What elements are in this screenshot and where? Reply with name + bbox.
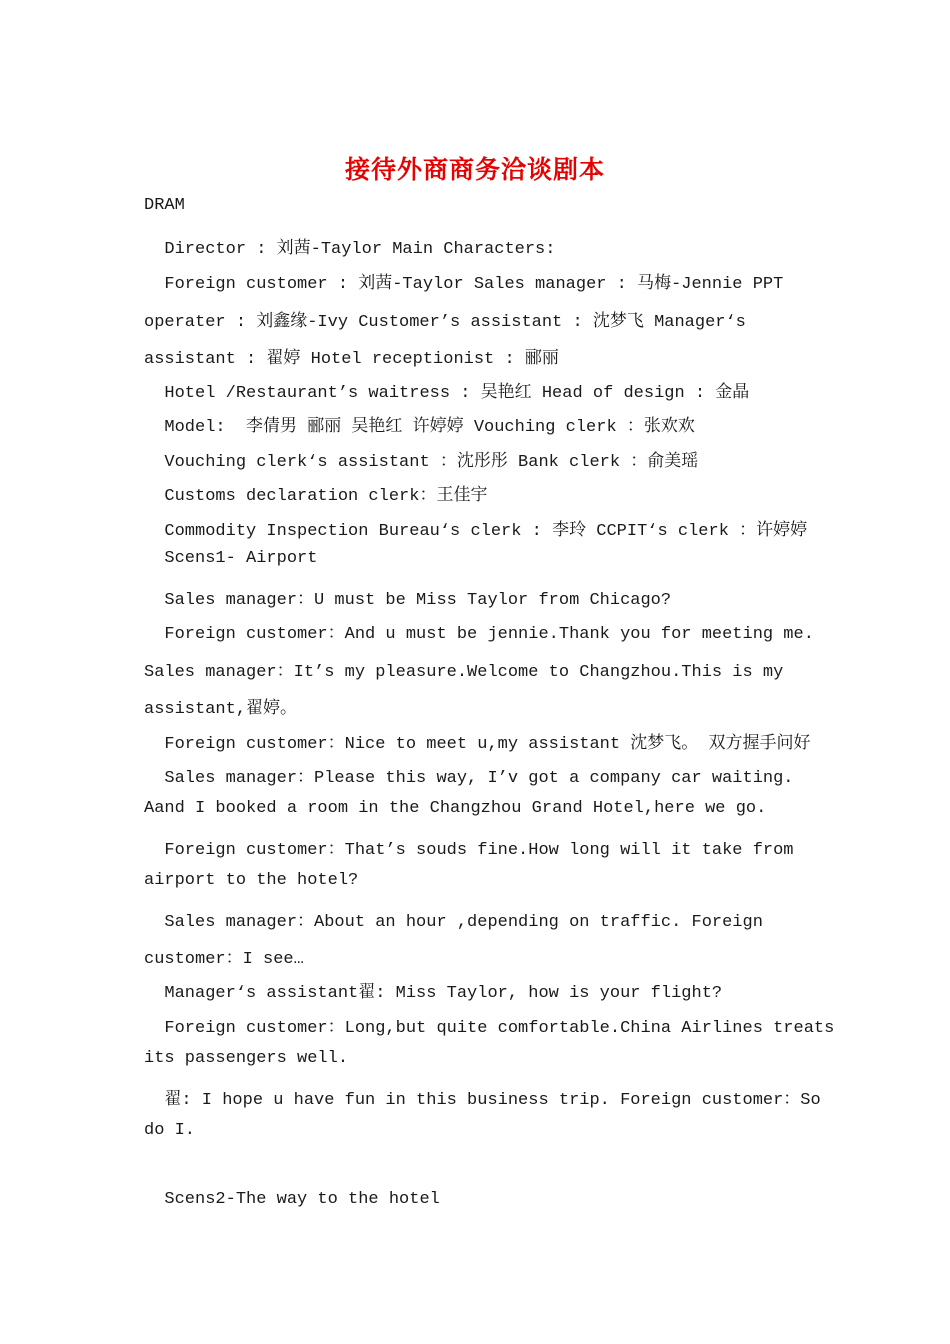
text-line: Vouching clerk‘s assistant ：沈彤彤 Bank clerk ：俞美瑶 <box>144 453 699 472</box>
text-line: assistant : 翟婷 Hotel receptionist : 郦丽 <box>144 350 559 369</box>
text-line: Foreign customer：Long,but quite comfortable.China Airlines treats <box>144 1019 835 1038</box>
document-body <box>144 196 835 1209</box>
scene-heading: Scens1- Airport <box>144 549 318 568</box>
text-line: do I. <box>144 1121 196 1140</box>
text-line: Foreign customer : 刘茜-Taylor Sales manager : 马梅-Jennie PPT <box>144 275 784 294</box>
text-line: Sales manager：Please this way, I’v got a company car waiting. <box>144 769 794 788</box>
text-line: Foreign customer：And u must be jennie.Thank you for meeting me. <box>144 625 814 644</box>
text-line: Commodity Inspection Bureau‘s clerk : 李玲 CCPIT‘s clerk ：许婷婷 <box>144 522 808 541</box>
text-line: Model: 李倩男 郦丽 吴艳红 许婷婷 Vouching clerk ：张欢欢 <box>144 418 695 437</box>
text-line: customer：I see… <box>144 950 304 969</box>
scene-heading: Scens2-The way to the hotel <box>144 1190 440 1209</box>
text-line: operater : 刘鑫缘-Ivy Customer’s assistant : 沈梦飞 Manager‘s <box>144 313 746 332</box>
text-line: assistant,翟婷。 <box>144 700 298 719</box>
text-line: Manager‘s assistant翟: Miss Taylor, how is your flight? <box>144 984 723 1003</box>
document-title: 接待外商商务洽谈剧本 <box>344 155 605 184</box>
text-line: Hotel /Restaurant’s waitress : 吴艳红 Head of design : 金晶 <box>144 384 750 403</box>
text-line: Foreign customer：Nice to meet u,my assistant 沈梦飞。 双方握手问好 <box>144 735 811 754</box>
text-line: Sales manager：U must be Miss Taylor from Chicago? <box>144 591 672 610</box>
text-line: Aand I booked a room in the Changzhou Grand Hotel,here we go. <box>144 799 767 818</box>
text-line: its passengers well. <box>144 1049 349 1068</box>
text-line: Sales manager：About an hour ,depending on traffic. Foreign <box>144 913 763 932</box>
text-line: Customs declaration clerk：王佳宇 <box>144 487 488 506</box>
text-line: airport to the hotel? <box>144 871 359 890</box>
text-line: 翟: I hope u have fun in this business trip. Foreign customer：So <box>144 1091 821 1110</box>
text-line: Sales manager：It’s my pleasure.Welcome to Changzhou.This is my <box>144 663 784 682</box>
text-line: DRAM <box>144 196 185 215</box>
text-line: Foreign customer：That’s souds fine.How long will it take from <box>144 841 794 860</box>
text-line: Director : 刘茜-Taylor Main Characters: <box>144 240 556 259</box>
